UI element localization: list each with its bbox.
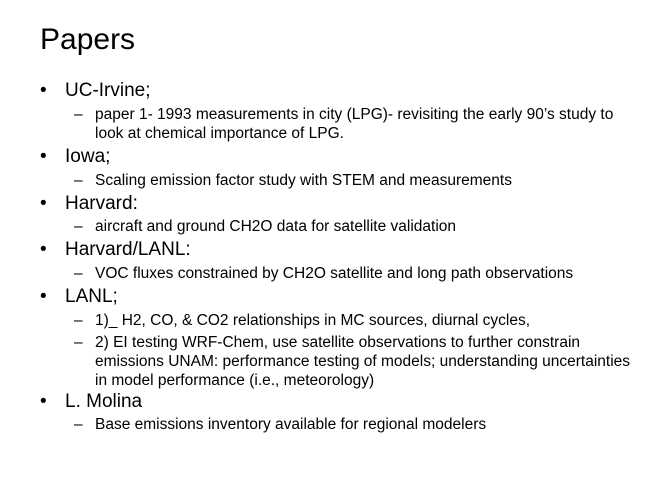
- dash-icon: –: [74, 218, 83, 235]
- sub-bullet-item: [74, 217, 634, 236]
- dash-icon: –: [74, 334, 83, 351]
- bullet-icon: •: [40, 146, 47, 167]
- sub-bullet-item: [74, 105, 634, 143]
- sub-bullet-text: paper 1- 1993 measurements in city (LPG)- revisiting the early 90’s study to look at chemical importance of LPG.: [95, 106, 614, 142]
- sub-bullet-item: [74, 415, 634, 434]
- bullet-icon: •: [40, 193, 47, 214]
- sub-bullet-text: Base emissions inventory available for regional modelers: [95, 416, 487, 433]
- bullet-label: Harvard/LANL:: [65, 239, 191, 260]
- bullet-icon: •: [40, 391, 47, 412]
- bullet-label: UC-Irvine;: [65, 80, 151, 101]
- bullet-icon: •: [40, 239, 47, 260]
- bullet-label: Harvard:: [65, 193, 138, 214]
- sub-bullet-text: 2) EI testing WRF-Chem, use satellite observations to further constrain emissions UNAM: performance testing of models; understanding uncertainties in model performance (i.e., meteorology): [95, 334, 631, 389]
- sub-bullet-item: [74, 311, 634, 330]
- dash-icon: –: [74, 312, 83, 329]
- sub-bullet-text: VOC fluxes constrained by CH2O satellite and long path observations: [95, 265, 574, 282]
- dash-icon: –: [74, 416, 83, 433]
- bullet-label: L. Molina: [65, 391, 143, 412]
- sub-bullet-item: [74, 333, 634, 390]
- sub-bullet-text: 1)_ H2, CO, & CO2 relationships in MC sources, diurnal cycles,: [95, 312, 531, 329]
- sub-bullet-item: [74, 264, 634, 283]
- sub-bullet-text: aircraft and ground CH2O data for satellite validation: [95, 218, 457, 235]
- sub-bullet-item: [74, 171, 634, 190]
- slide-title: Papers: [40, 23, 136, 56]
- bullet-label: Iowa;: [65, 146, 111, 167]
- bullet-label: LANL;: [65, 286, 118, 307]
- dash-icon: –: [74, 265, 83, 282]
- dash-icon: –: [74, 106, 83, 123]
- sub-bullet-text: Scaling emission factor study with STEM and measurements: [95, 172, 512, 189]
- dash-icon: –: [74, 172, 83, 189]
- bullet-icon: •: [40, 286, 47, 307]
- bullet-icon: •: [40, 80, 47, 101]
